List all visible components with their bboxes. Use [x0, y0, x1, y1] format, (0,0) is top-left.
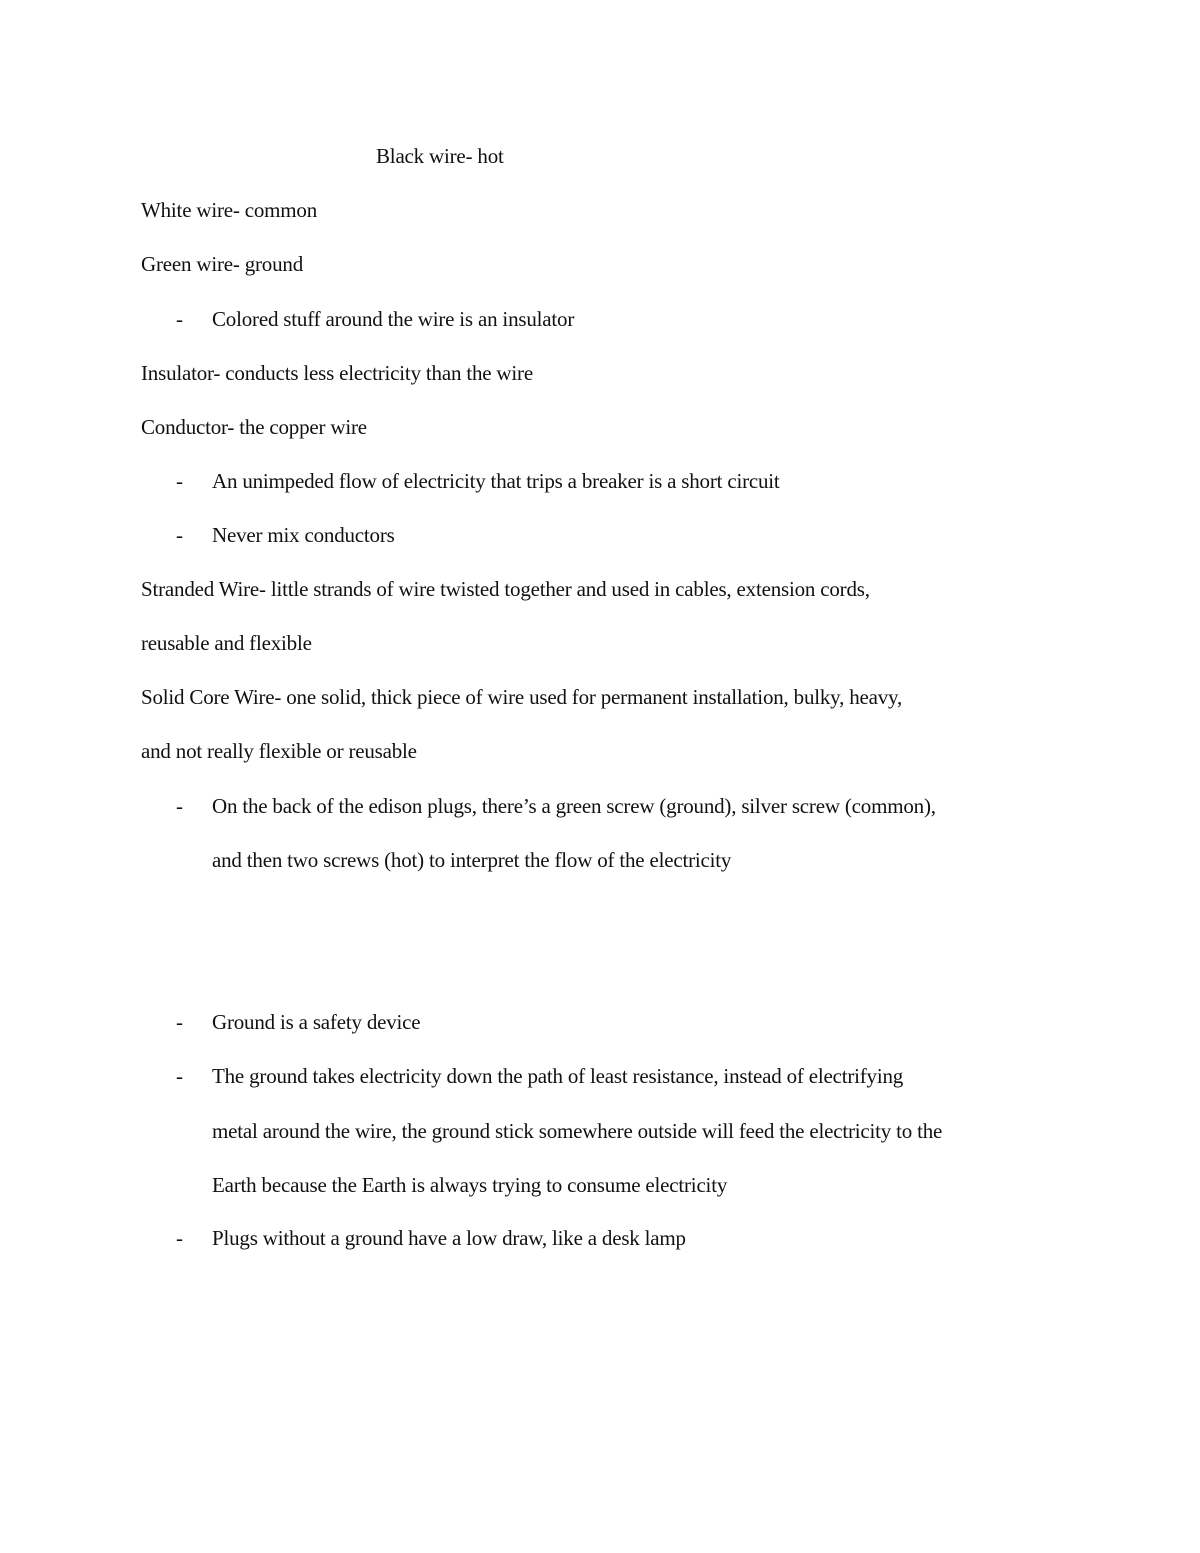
bullet-plugs: Plugs without a ground have a low draw, like a desk lamp	[212, 1226, 686, 1250]
document-title: Black wire- hot	[376, 144, 504, 168]
bullet-dash: -	[176, 523, 183, 547]
text-line-insulator: Insulator- conducts less electricity than the wire	[141, 361, 533, 385]
bullet-dash: -	[176, 1010, 183, 1034]
text-line-green-wire: Green wire- ground	[141, 252, 304, 276]
text-line-stranded-2: reusable and flexible	[141, 631, 312, 655]
bullet-path-2: metal around the wire, the ground stick somewhere outside will feed the electricity to the	[212, 1119, 943, 1143]
bullet-ground-safety: Ground is a safety device	[212, 1010, 421, 1034]
bullet-short-circuit: An unimpeded flow of electricity that trips a breaker is a short circuit	[212, 469, 780, 493]
bullet-path-3: Earth because the Earth is always trying to consume electricity	[212, 1173, 728, 1197]
bullet-dash: -	[176, 1064, 183, 1088]
bullet-edison-2: and then two screws (hot) to interpret the flow of the electricity	[212, 848, 732, 872]
text-line-solid-1: Solid Core Wire- one solid, thick piece of wire used for permanent installation, bulky, heavy,	[141, 685, 903, 709]
text-line-solid-2: and not really flexible or reusable	[141, 739, 417, 763]
text-line-white-wire: White wire- common	[141, 198, 318, 222]
bullet-path-1: The ground takes electricity down the path of least resistance, instead of electrifying	[212, 1064, 904, 1088]
bullet-edison-1: On the back of the edison plugs, there’s a green screw (ground), silver screw (common),	[212, 794, 936, 818]
bullet-dash: -	[176, 1226, 183, 1250]
bullet-never-mix: Never mix conductors	[212, 523, 395, 547]
bullet-insulator-note: Colored stuff around the wire is an insulator	[212, 307, 575, 331]
text-line-stranded-1: Stranded Wire- little strands of wire twisted together and used in cables, extension cords,	[141, 577, 870, 601]
bullet-dash: -	[176, 469, 183, 493]
bullet-dash: -	[176, 307, 183, 331]
text-line-conductor: Conductor- the copper wire	[141, 415, 367, 439]
bullet-dash: -	[176, 794, 183, 818]
